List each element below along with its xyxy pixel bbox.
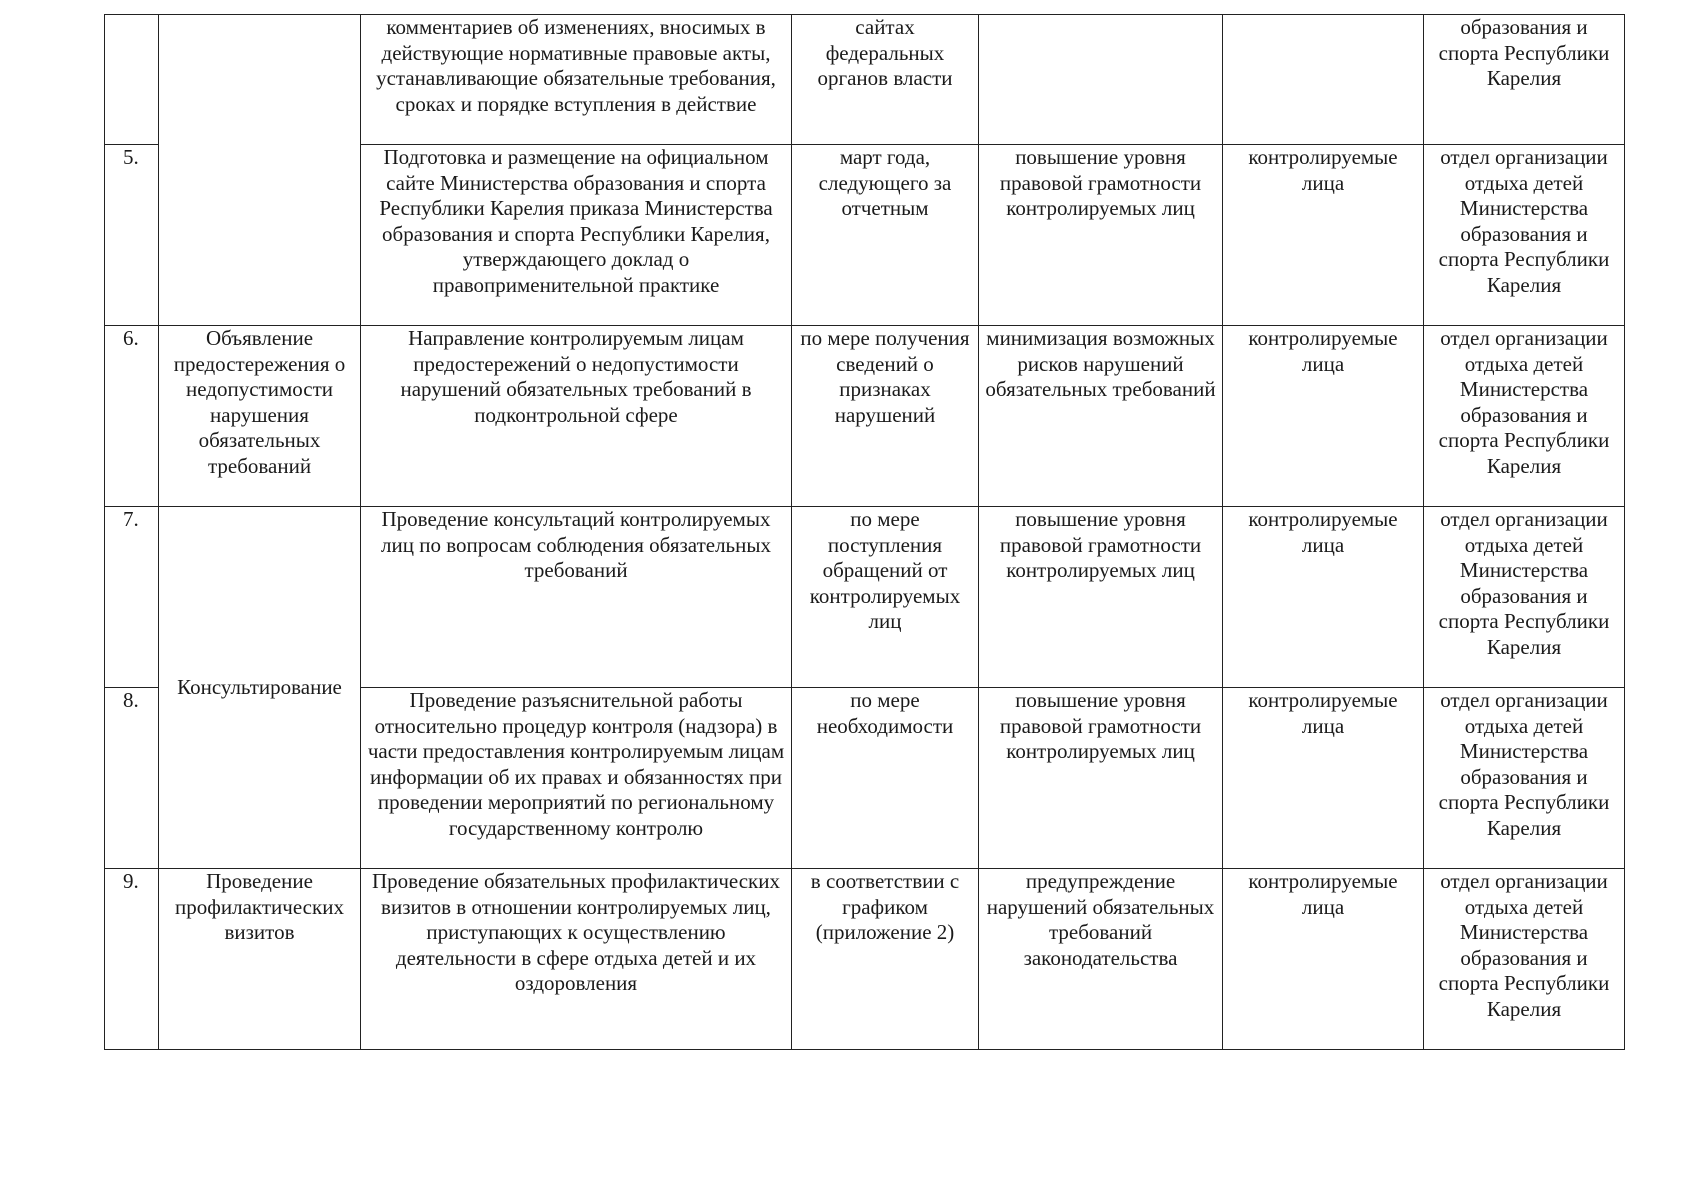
- table-row: [105, 869, 1625, 1050]
- participants-cell: контролируемые лица: [1223, 688, 1424, 869]
- activity-cell: Направление контролируемым лицам предостережений о недопустимости нарушений обязательных требований в подконтрольной сфере: [361, 326, 792, 507]
- participants-cell: контролируемые лица: [1223, 145, 1424, 326]
- prevention-plan-table: [104, 14, 1625, 1050]
- document-page: [104, 14, 1624, 1050]
- deadline-cell: в соответствии с графиком (приложение 2): [792, 869, 979, 1050]
- activity-cell: Проведение консультаций контролируемых лиц по вопросам соблюдения обязательных требований: [361, 507, 792, 688]
- table-row: [105, 507, 1625, 688]
- participants-cell: контролируемые лица: [1223, 507, 1424, 688]
- row-number: [105, 15, 159, 145]
- measure-cell-consulting: Консультирование: [159, 507, 361, 869]
- measure-cell: Проведение профилактических визитов: [159, 869, 361, 1050]
- measure-cell: Объявление предостережения о недопустимости нарушения обязательных требований: [159, 326, 361, 507]
- responsible-cell: образования и спорта Республики Карелия: [1424, 15, 1625, 145]
- responsible-cell: отдел организации отдыха детей Министерства образования и спорта Республики Карелия: [1424, 326, 1625, 507]
- participants-cell: [1223, 15, 1424, 145]
- table-row: [105, 15, 1625, 145]
- deadline-cell: по мере получения сведений о признаках нарушений: [792, 326, 979, 507]
- activity-cell: Проведение разъяснительной работы относительно процедур контроля (надзора) в части предоставления контролируемым лицам информации об их правах и обязанностях при проведении мероприятий по региональному государственному контролю: [361, 688, 792, 869]
- responsible-cell: отдел организации отдыха детей Министерства образования и спорта Республики Карелия: [1424, 869, 1625, 1050]
- measure-cell: [159, 15, 361, 326]
- responsible-cell: отдел организации отдыха детей Министерства образования и спорта Республики Карелия: [1424, 507, 1625, 688]
- result-cell: [979, 15, 1223, 145]
- result-cell: предупреждение нарушений обязательных требований законодательства: [979, 869, 1223, 1050]
- activity-cell: комментариев об изменениях, вносимых в действующие нормативные правовые акты, устанавливающие обязательные требования, сроках и порядке вступления в действие: [361, 15, 792, 145]
- deadline-cell: март года, следующего за отчетным: [792, 145, 979, 326]
- participants-cell: контролируемые лица: [1223, 869, 1424, 1050]
- result-cell: минимизация возможных рисков нарушений обязательных требований: [979, 326, 1223, 507]
- result-cell: повышение уровня правовой грамотности контролируемых лиц: [979, 688, 1223, 869]
- deadline-cell: по мере поступления обращений от контролируемых лиц: [792, 507, 979, 688]
- deadline-cell: сайтах федеральных органов власти: [792, 15, 979, 145]
- deadline-cell: по мере необходимости: [792, 688, 979, 869]
- responsible-cell: отдел организации отдыха детей Министерства образования и спорта Республики Карелия: [1424, 145, 1625, 326]
- activity-cell: Проведение обязательных профилактических визитов в отношении контролируемых лиц, приступающих к осуществлению деятельности в сфере отдыха детей и их оздоровления: [361, 869, 792, 1050]
- responsible-cell: отдел организации отдыха детей Министерства образования и спорта Республики Карелия: [1424, 688, 1625, 869]
- row-number: 8.: [105, 688, 159, 869]
- row-number: 5.: [105, 145, 159, 326]
- activity-cell: Подготовка и размещение на официальном сайте Министерства образования и спорта Республики Карелия приказа Министерства образования и спорта Республики Карелия, утверждающего доклад о правоприменительной практике: [361, 145, 792, 326]
- table-row: [105, 326, 1625, 507]
- result-cell: повышение уровня правовой грамотности контролируемых лиц: [979, 507, 1223, 688]
- row-number: 6.: [105, 326, 159, 507]
- participants-cell: контролируемые лица: [1223, 326, 1424, 507]
- row-number: 9.: [105, 869, 159, 1050]
- row-number: 7.: [105, 507, 159, 688]
- result-cell: повышение уровня правовой грамотности контролируемых лиц: [979, 145, 1223, 326]
